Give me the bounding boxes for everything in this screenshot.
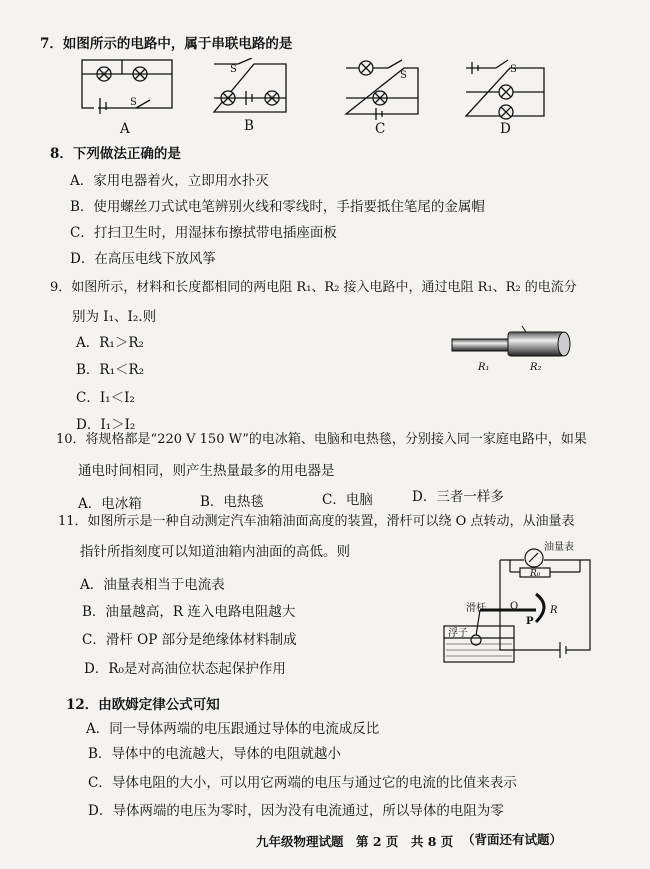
- q9-option-b: B．R₁＜R₂: [76, 362, 145, 378]
- q11-fig-lever-label: 滑杆: [466, 603, 486, 614]
- q11-fig-meter-label: 油量表: [544, 542, 574, 553]
- q7-label-c: C: [375, 121, 386, 137]
- q10-stem-line2: 通电时间相同，则产生热量最多的用电器是: [78, 463, 335, 479]
- q7-label-d: D: [500, 121, 511, 137]
- q9-option-c: C．I₁＜I₂: [76, 390, 135, 406]
- q7-switch-label-c: S: [400, 70, 407, 81]
- q7-stem: 7．如图所示的电路中，属于串联电路的是: [40, 36, 293, 52]
- q8-option-a: A．家用电器着火，立即用水扑灭: [70, 173, 269, 189]
- q11-stem-line1: 11．如图所示是一种自动测定汽车油箱油面高度的装置，滑杆可以绕 O 点转动，从油量表: [58, 514, 575, 529]
- q7-circuit-b: [210, 58, 290, 118]
- q9-option-d: D．I₁＞I₂: [76, 417, 136, 433]
- q7-switch-label-b: S: [230, 64, 237, 75]
- q11-fuel-gauge-figure: [440, 538, 600, 668]
- q10-option-c: C．电脑: [322, 492, 373, 508]
- q12-stem: 12．由欧姆定律公式可知: [66, 697, 220, 713]
- q9-fig-r1-label: R₁: [478, 362, 490, 373]
- q7-label-a: A: [120, 121, 130, 137]
- q7-switch-label-a: S: [130, 97, 137, 108]
- q8-stem: 8．下列做法正确的是: [50, 146, 181, 162]
- q11-option-a: A．油量表相当于电流表: [80, 577, 225, 593]
- q8-option-b: B．使用螺丝刀式试电笔辨别火线和零线时，手指要抵住笔尾的金属帽: [70, 199, 485, 215]
- q8-option-c: C．打扫卫生时，用湿抹布擦拭带电插座面板: [70, 225, 337, 241]
- q7-circuit-d: [462, 56, 550, 122]
- q12-option-b: B．导体中的电流越大，导体的电阻就越小: [88, 746, 341, 762]
- q11-stem-line2: 指针所指刻度可以知道油箱内油面的高低。则: [80, 544, 350, 560]
- q10-option-a: A．电冰箱: [78, 496, 142, 512]
- q8-option-d: D．在高压电线下放风筝: [70, 251, 216, 267]
- q7-switch-label-d: S: [510, 64, 517, 75]
- q11-fig-p-label: P: [526, 616, 534, 627]
- q11-option-b: B．油量越高，R 连入电路电阻越大: [82, 604, 296, 620]
- q11-option-c: C．滑杆 OP 部分是绝缘体材料制成: [82, 632, 297, 648]
- footer-page-info: 九年级物理试题 第 2 页 共 8 页: [256, 834, 454, 849]
- q9-resistor-figure: [446, 322, 576, 364]
- q12-option-d: D．导体两端的电压为零时，因为没有电流通过，所以导体的电阻为零: [88, 803, 504, 819]
- q10-option-d: D．三者一样多: [412, 489, 504, 505]
- q11-fig-r-label: R: [550, 605, 558, 616]
- footer-note: （背面还有试题）: [462, 832, 563, 847]
- q11-fig-r0-label: R₀: [530, 569, 541, 579]
- q11-fig-o-label: O: [510, 601, 519, 612]
- q9-stem-line2: 别为 I₁、I₂.则: [72, 309, 157, 325]
- q11-option-d: D．R₀是对高油位状态起保护作用: [84, 661, 286, 677]
- q12-option-c: C．导体电阻的大小，可以用它两端的电压与通过它的电流的比值来表示: [88, 775, 517, 791]
- q10-option-b: B．电热毯: [200, 494, 264, 510]
- q7-circuit-a: [78, 54, 178, 126]
- q7-label-b: B: [244, 118, 254, 134]
- q9-fig-r2-label: R₂: [530, 362, 542, 373]
- q9-stem-line1: 9．如图所示，材料和长度都相同的两电阻 R₁、R₂ 接入电路中，通过电阻 R₁、R₂ 的电流分: [50, 280, 577, 295]
- q10-stem-line1: 10．将规格都是“220 V 150 W”的电冰箱、电脑和电热毯，分别接入同一家庭电路中，如果: [56, 432, 587, 447]
- q7-circuit-c: [342, 58, 422, 122]
- q12-option-a: A．同一导体两端的电压跟通过导体的电流成反比: [86, 721, 380, 737]
- q11-fig-float-label: 浮子: [448, 628, 468, 639]
- q9-option-a: A．R₁＞R₂: [76, 335, 144, 351]
